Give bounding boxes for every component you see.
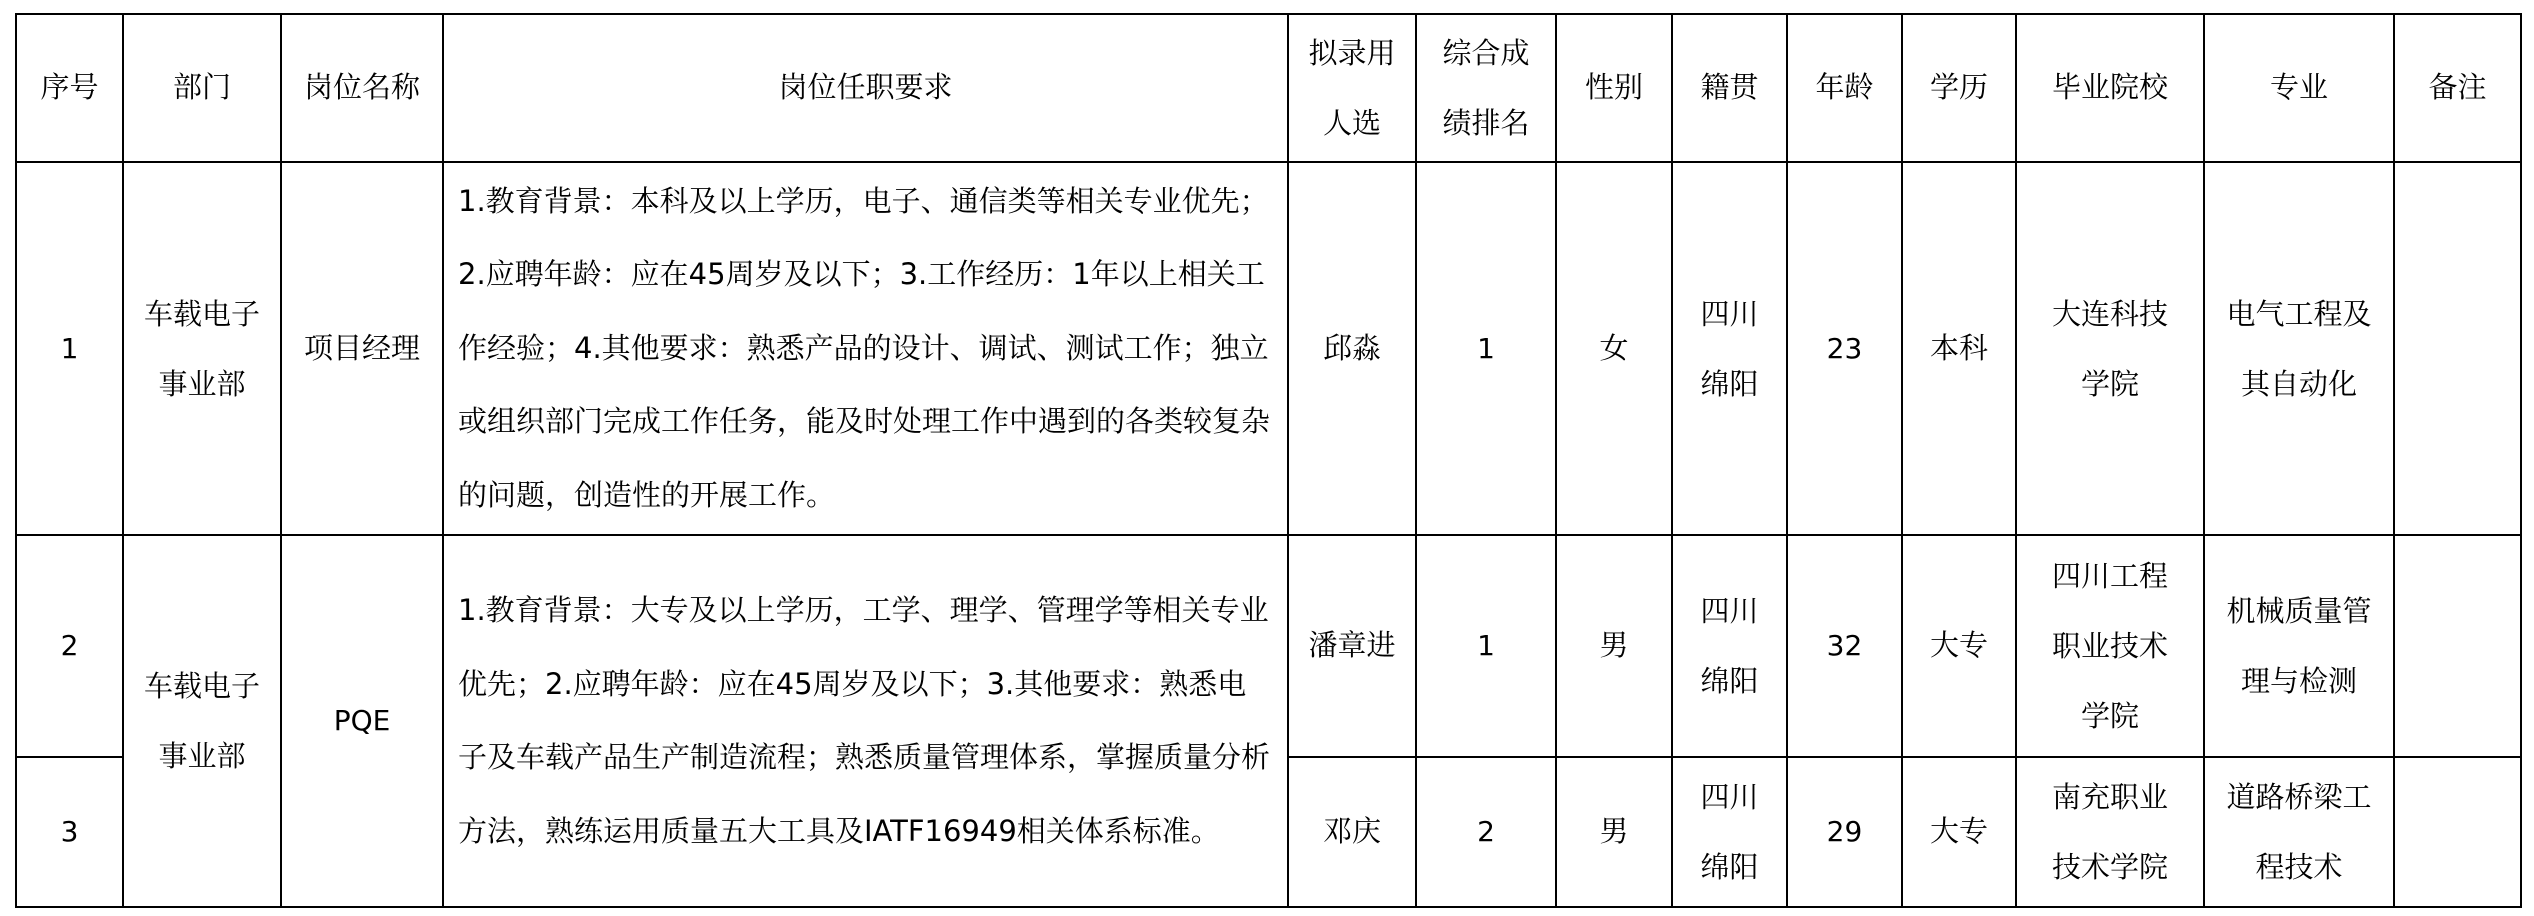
header-requirements: 岗位任职要求 xyxy=(443,14,1288,162)
header-major: 专业 xyxy=(2204,14,2394,162)
cell-seq: 2 xyxy=(16,535,123,756)
header-dept: 部门 xyxy=(123,14,281,162)
header-age: 年龄 xyxy=(1787,14,1902,162)
header-candidate xyxy=(1288,14,1416,162)
cell-hometown xyxy=(1672,757,1787,907)
header-row xyxy=(16,14,2521,162)
cell-hometown xyxy=(1672,535,1787,756)
cell-major xyxy=(2204,162,2394,535)
header-remarks: 备注 xyxy=(2394,14,2521,162)
cell-dept xyxy=(123,535,281,907)
cell-dept-line1: 车载电子 xyxy=(143,296,260,331)
header-candidate-line1: 拟录用 xyxy=(1308,36,1396,71)
cell-school xyxy=(2016,162,2204,535)
cell-rank: 1 xyxy=(1416,535,1556,756)
cell-school-line1: 南充职业 xyxy=(2051,779,2168,814)
cell-seq: 1 xyxy=(16,162,123,535)
cell-major xyxy=(2204,757,2394,907)
cell-dept-line2: 事业部 xyxy=(158,739,246,774)
cell-requirements: 1.教育背景：大专及以上学历，工学、理学、管理学等相关专业优先；2.应聘年龄：应在45周岁及以下；3.其他要求：熟悉电子及车载产品生产制造流程；熟悉质量管理体系，掌握质量分析方法，熟练运用质量五大工具及IATF16949相关体系标准。 xyxy=(443,535,1288,907)
header-position: 岗位名称 xyxy=(281,14,443,162)
cell-gender: 男 xyxy=(1556,757,1672,907)
cell-hometown-line1: 四川 xyxy=(1700,779,1759,814)
cell-major-line1: 道路桥梁工 xyxy=(2226,779,2372,814)
cell-hometown-line1: 四川 xyxy=(1700,296,1759,331)
header-rank-line1: 综合成 xyxy=(1442,36,1530,71)
cell-school-line1: 大连科技 xyxy=(2051,296,2168,331)
cell-hometown-line1: 四川 xyxy=(1700,593,1759,628)
header-gender: 性别 xyxy=(1556,14,1672,162)
header-hometown: 籍贯 xyxy=(1672,14,1787,162)
cell-candidate: 邓庆 xyxy=(1288,757,1416,907)
cell-position: 项目经理 xyxy=(281,162,443,535)
header-education: 学历 xyxy=(1902,14,2016,162)
header-rank-line2: 绩排名 xyxy=(1442,106,1530,141)
cell-remarks xyxy=(2394,535,2521,756)
header-rank xyxy=(1416,14,1556,162)
cell-school-line2: 技术学院 xyxy=(2051,849,2168,884)
cell-major xyxy=(2204,535,2394,756)
cell-candidate: 邱淼 xyxy=(1288,162,1416,535)
cell-gender: 女 xyxy=(1556,162,1672,535)
cell-school xyxy=(2016,757,2204,907)
cell-hometown xyxy=(1672,162,1787,535)
cell-major-line1: 机械质量管 xyxy=(2226,593,2372,628)
cell-age: 32 xyxy=(1787,535,1902,756)
cell-school-line2: 职业技术 xyxy=(2051,628,2168,663)
cell-education: 本科 xyxy=(1902,162,2016,535)
cell-major-line2: 程技术 xyxy=(2255,849,2343,884)
cell-hometown-line2: 绵阳 xyxy=(1700,663,1759,698)
table-row xyxy=(16,162,2521,535)
cell-age: 23 xyxy=(1787,162,1902,535)
cell-rank: 2 xyxy=(1416,757,1556,907)
cell-education: 大专 xyxy=(1902,535,2016,756)
cell-seq: 3 xyxy=(16,757,123,907)
cell-major-line1: 电气工程及 xyxy=(2226,296,2372,331)
cell-school xyxy=(2016,535,2204,756)
header-seq: 序号 xyxy=(16,14,123,162)
cell-age: 29 xyxy=(1787,757,1902,907)
cell-school-line2: 学院 xyxy=(2080,366,2139,401)
cell-education: 大专 xyxy=(1902,757,2016,907)
cell-major-line2: 其自动化 xyxy=(2240,366,2357,401)
header-candidate-line2: 人选 xyxy=(1322,106,1381,141)
candidate-table xyxy=(15,13,2522,908)
cell-gender: 男 xyxy=(1556,535,1672,756)
cell-requirements: 1.教育背景：本科及以上学历，电子、通信类等相关专业优先；2.应聘年龄：应在45周岁及以下；3.工作经历：1年以上相关工作经验；4.其他要求：熟悉产品的设计、调试、测试工作；独立或组织部门完成工作任务，能及时处理工作中遇到的各类较复杂的问题，创造性的开展工作。 xyxy=(443,162,1288,535)
cell-major-line2: 理与检测 xyxy=(2240,663,2357,698)
cell-dept xyxy=(123,162,281,535)
cell-hometown-line2: 绵阳 xyxy=(1700,366,1759,401)
cell-remarks xyxy=(2394,757,2521,907)
cell-position: PQE xyxy=(281,535,443,907)
header-school: 毕业院校 xyxy=(2016,14,2204,162)
cell-dept-line1: 车载电子 xyxy=(143,669,260,704)
cell-school-line3: 学院 xyxy=(2080,698,2139,733)
cell-rank: 1 xyxy=(1416,162,1556,535)
cell-remarks xyxy=(2394,162,2521,535)
cell-hometown-line2: 绵阳 xyxy=(1700,849,1759,884)
cell-dept-line2: 事业部 xyxy=(158,366,246,401)
cell-school-line1: 四川工程 xyxy=(2051,558,2168,593)
table-row xyxy=(16,535,2521,756)
cell-candidate: 潘章进 xyxy=(1288,535,1416,756)
